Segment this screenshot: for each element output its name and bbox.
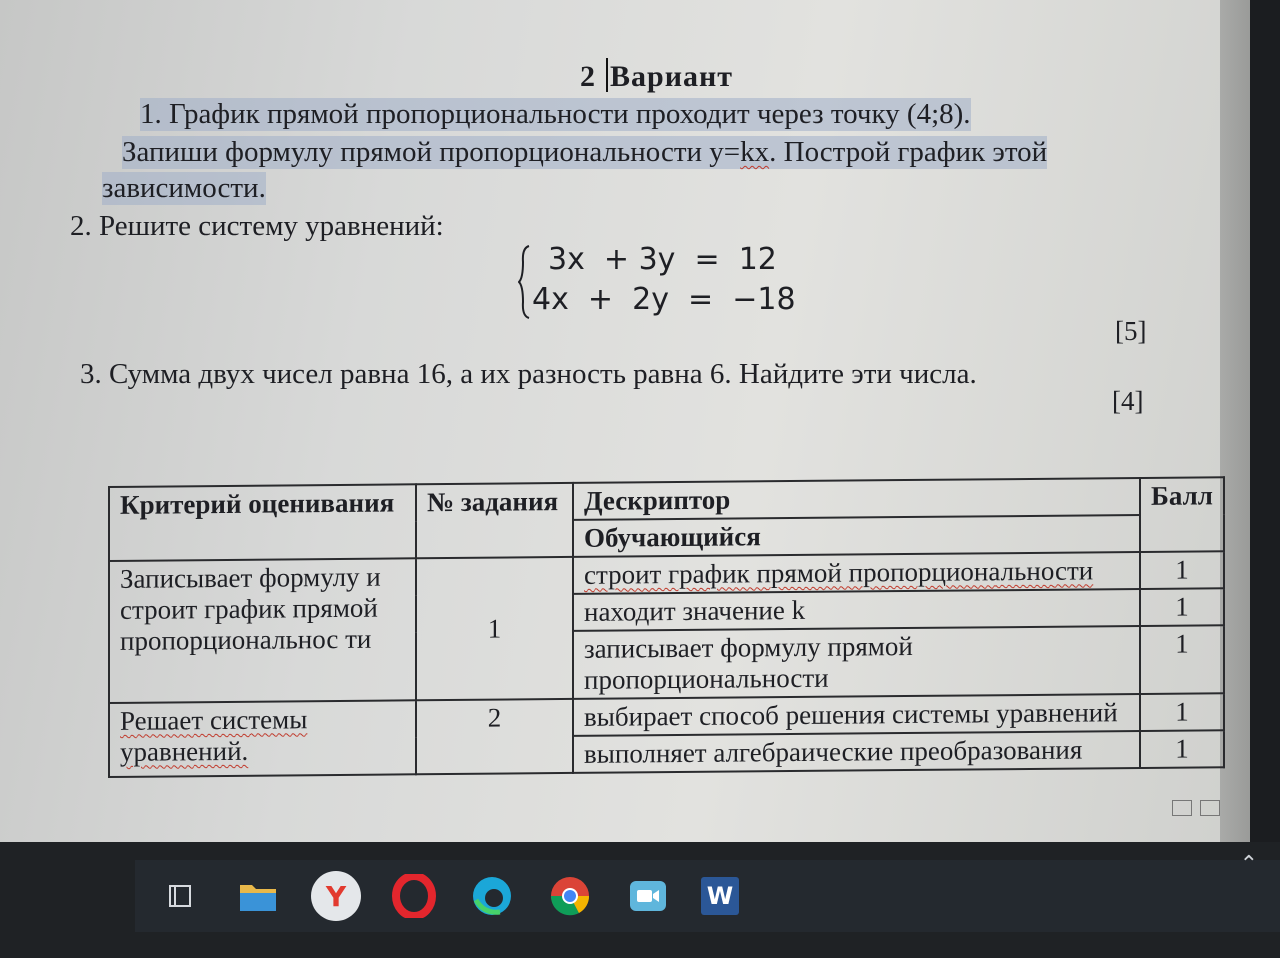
score-1: 1 — [1140, 551, 1224, 589]
variant-number: 2 — [580, 60, 596, 93]
taskbar-icons — [135, 860, 1280, 932]
score-5: 1 — [1140, 730, 1224, 768]
opera-icon[interactable] — [389, 871, 439, 921]
score-4: 1 — [1140, 693, 1224, 731]
chrome-icon[interactable] — [545, 871, 595, 921]
header-descriptor: Дескриптор — [573, 478, 1140, 520]
print-layout-icon[interactable] — [1172, 800, 1192, 816]
view-mode-buttons — [1172, 800, 1220, 816]
chevron-up-icon[interactable]: ⌃ — [1239, 852, 1258, 877]
task3-score: [4] — [1112, 386, 1144, 416]
taskbar — [0, 842, 1280, 958]
file-explorer-icon[interactable] — [233, 871, 283, 921]
task3-text: 3. Сумма двух чисел равна 16, а их разность равна 6. Найдите эти числа. — [80, 358, 977, 390]
edge-icon[interactable] — [467, 871, 517, 921]
equation-2: 4x + 2y = −18 — [532, 282, 796, 317]
system-brace — [518, 244, 530, 320]
yandex-browser-icon[interactable]: Y — [311, 871, 361, 921]
task2-score: [5] — [1115, 316, 1147, 346]
equation-1: 3x + 3y = 12 — [548, 242, 777, 277]
descriptor-4: выбирает способ решения системы уравнений — [573, 694, 1140, 736]
task2-title: 2. Решите систему уравнений: — [70, 210, 444, 242]
score-3: 1 — [1140, 625, 1224, 694]
score-2: 1 — [1140, 588, 1224, 626]
word-icon[interactable]: W — [701, 877, 739, 915]
variant-title — [580, 58, 733, 94]
task1-line3: зависимости. — [102, 172, 266, 204]
task1-line2-a: Запиши формулу прямой пропорциональности y= — [122, 136, 741, 168]
task1-line1: 1. График прямой пропорциональности проходит через точку (4;8). — [140, 98, 971, 130]
header-criterion: Критерий оценивания — [109, 484, 416, 561]
header-task-no: № задания — [416, 483, 573, 558]
web-layout-icon[interactable] — [1200, 800, 1220, 816]
task1-formula-kx: kx — [740, 136, 770, 168]
text-cursor — [606, 58, 608, 92]
task-no-2: 2 — [416, 699, 573, 774]
task1-line2 — [122, 136, 1047, 169]
task-view-icon[interactable] — [155, 871, 205, 921]
task1-line2-c: . Построй график этой — [769, 136, 1048, 168]
descriptor-2: находит значение k — [573, 589, 1140, 631]
descriptor-5: выполняет алгебраические преобразования — [573, 731, 1140, 773]
criteria-table — [108, 476, 1225, 778]
task-no-1: 1 — [416, 557, 573, 700]
variant-label: Вариант — [610, 60, 734, 93]
descriptor-3: записывает формулу прямой пропорциональности — [573, 626, 1140, 699]
criterion-2: Решает системы уравнений. — [109, 700, 416, 777]
header-score: Балл — [1140, 477, 1224, 552]
camera-icon[interactable] — [623, 871, 673, 921]
descriptor-1: строит график прямой пропорциональности — [573, 552, 1140, 594]
header-learner: Обучающийся — [573, 515, 1140, 557]
criterion-1: Записывает формулу и строит график прямой пропорциональнос ти — [109, 558, 416, 703]
